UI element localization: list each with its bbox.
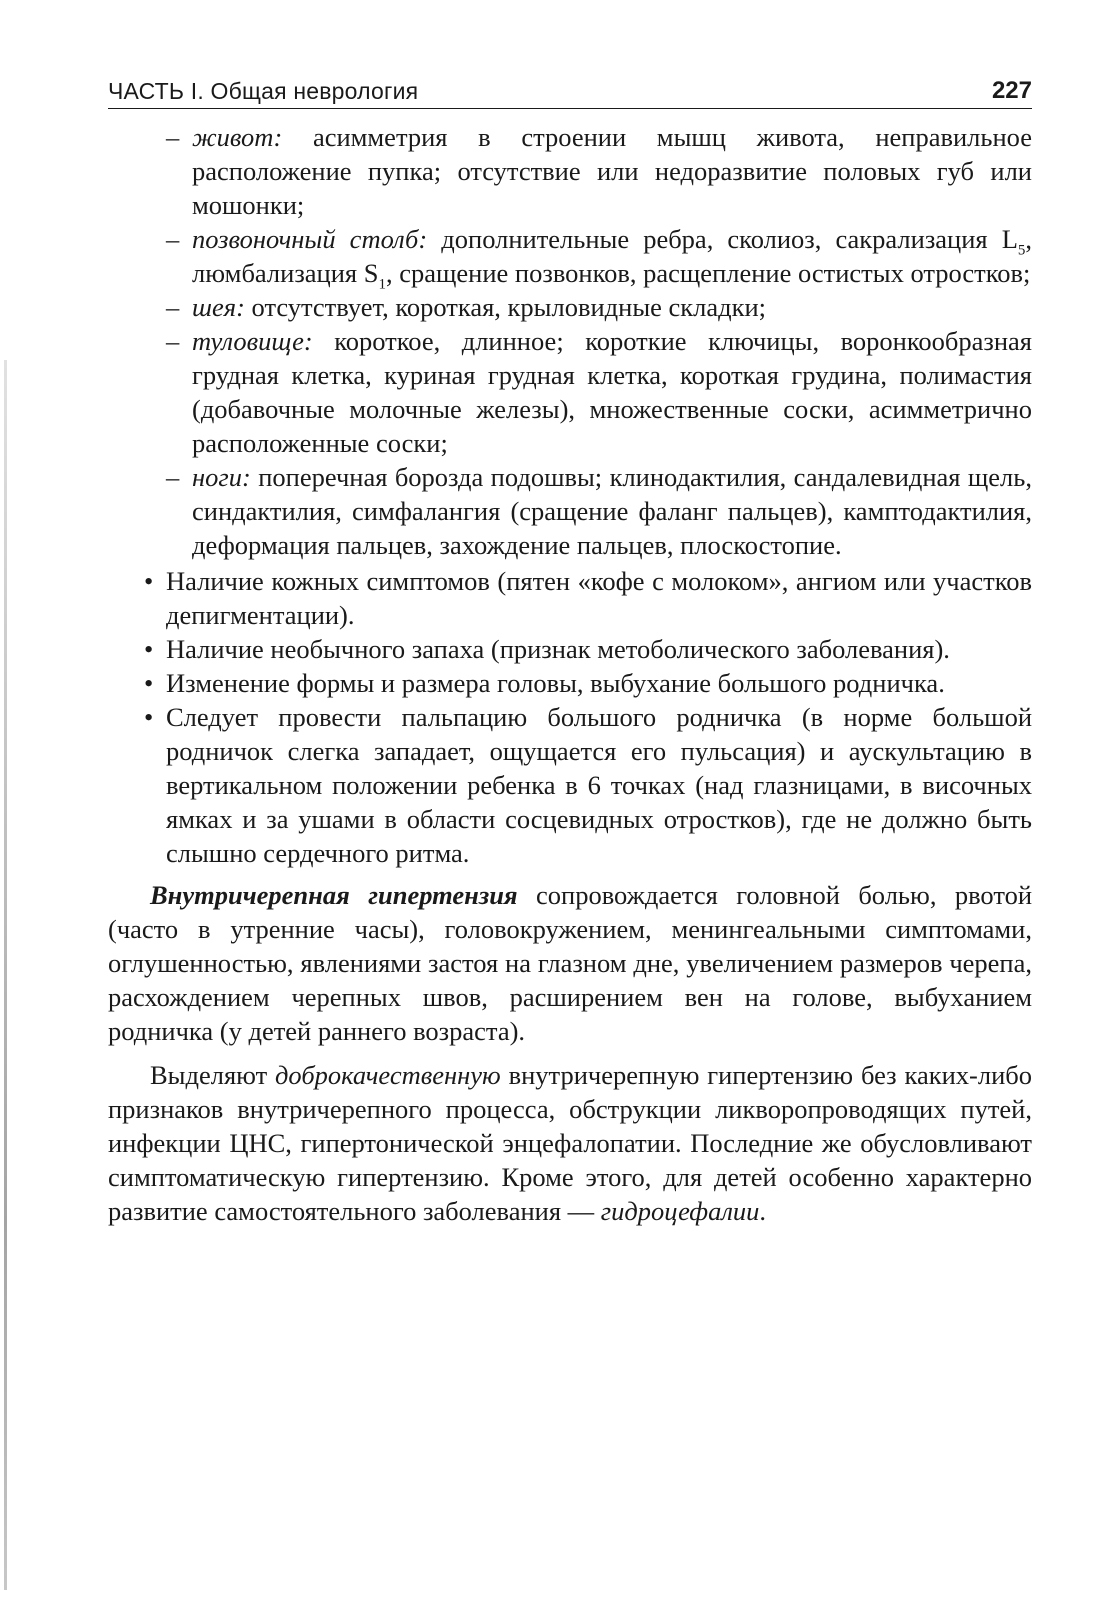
dash-marker: – bbox=[166, 224, 180, 254]
item-term: ноги: bbox=[192, 462, 251, 492]
paragraph-text: внутричерепную гипертензию без каких-либо признаков внутричерепного процесса, обструкции ликворопроводящих путей, инфекции ЦНС, гипертонической энцефалопатии. Последние же обусловливают симптоматическую гипертензию. Кроме этого, для детей особенно характерно развитие самостоятельного заболевания — bbox=[108, 1060, 1032, 1226]
bullet-marker: • bbox=[144, 634, 154, 664]
dash-marker: – bbox=[166, 462, 180, 492]
paragraph-text: сопровождается головной болью, рвотой (часто в утренние часы), головокружением, менингеальными симптомами, оглушенностью, явлениями застоя на глазном дне, увеличением размеров черепа, расхождением черепных швов, расширением вен на голове, выбуханием родничка (у детей раннего возраста). bbox=[108, 880, 1033, 1046]
italic-term: доброкачественную bbox=[275, 1060, 501, 1090]
item-text: дополнительные ребра, сколиоз, сакрализация L bbox=[427, 224, 1018, 254]
dash-item-torso bbox=[108, 324, 1032, 460]
paragraph-text: Выделяют bbox=[150, 1060, 276, 1090]
subscript: 5 bbox=[1017, 242, 1026, 259]
dash-marker: – bbox=[166, 292, 180, 322]
running-header bbox=[108, 68, 1032, 109]
dash-marker: – bbox=[166, 122, 180, 152]
part-title: ЧАСТЬ I. Общая неврология bbox=[108, 78, 419, 104]
bullet-text: Наличие необычного запаха (признак метоболического заболевания). bbox=[166, 634, 950, 664]
item-text: отсутствует, короткая, крыловидные складки; bbox=[244, 292, 767, 322]
item-term: туловище: bbox=[192, 326, 313, 356]
bullet-marker: • bbox=[144, 668, 154, 698]
bullet-marker: • bbox=[144, 566, 154, 596]
paragraph-text: . bbox=[759, 1196, 767, 1226]
bullet-item bbox=[108, 564, 1032, 632]
bullet-text: Наличие кожных симптомов (пятен «кофе с молоком», ангиом или участков депигментации). bbox=[166, 566, 1032, 630]
paragraph-intracranial-hypertension bbox=[108, 878, 1032, 1048]
dash-item-legs bbox=[108, 460, 1032, 562]
item-text: короткое, длинное; короткие ключицы, воронкообразная грудная клетка, куриная грудная клетка, короткая грудина, полимастия (добавочные молочные железы), множественные соски, асимметрично расположенные соски; bbox=[192, 326, 1032, 458]
dash-item-abdomen bbox=[108, 120, 1032, 222]
page-body bbox=[108, 120, 1032, 1228]
paragraph-benign-hypertension bbox=[108, 1058, 1032, 1228]
item-text: поперечная борозда подошвы; клинодактилия, сандалевидная щель, синдактилия, симфалангия (сращение фаланг пальцев), камптодактилия, деформация пальцев, захождение пальцев, плоскостопие. bbox=[192, 462, 1032, 560]
item-text: асимметрия в строении мышц живота, неправильное расположение пупка; отсутствие или недоразвитие половых губ или мошонки; bbox=[192, 122, 1032, 220]
bullet-item bbox=[108, 700, 1032, 870]
bullet-text: Следует провести пальпацию большого родничка (в норме большой родничок слегка западает, ощущается его пульсация) и аускультацию в вертикальном положении ребенка в 6 точках (над глазницами, в височных ямках и за ушами в области сосцевидных отростков), где не должно быть слышно сердечного ритма. bbox=[166, 702, 1032, 868]
dash-marker: – bbox=[166, 326, 180, 356]
item-term: позвоночный столб: bbox=[192, 224, 428, 254]
bullet-item bbox=[108, 632, 1032, 666]
item-text: , сращение позвонков, расщепление остистых отростков; bbox=[385, 258, 1031, 288]
scan-edge-shadow bbox=[4, 360, 7, 1590]
bullet-text: Изменение формы и размера головы, выбухание большого родничка. bbox=[166, 668, 945, 698]
bullet-item bbox=[108, 666, 1032, 700]
bullet-marker: • bbox=[144, 702, 154, 732]
term-bold-italic: Внутричерепная гипертензия bbox=[150, 880, 518, 910]
item-term: шея: bbox=[192, 292, 245, 322]
item-term: живот: bbox=[192, 122, 283, 152]
page-number: 227 bbox=[991, 77, 1032, 104]
subscript: 1 bbox=[378, 276, 386, 293]
dash-item-spine bbox=[108, 222, 1033, 293]
dash-item-neck bbox=[108, 290, 1032, 324]
item-text: , люмбализация S bbox=[192, 224, 1033, 288]
italic-term: гидроцефалии bbox=[600, 1196, 760, 1226]
